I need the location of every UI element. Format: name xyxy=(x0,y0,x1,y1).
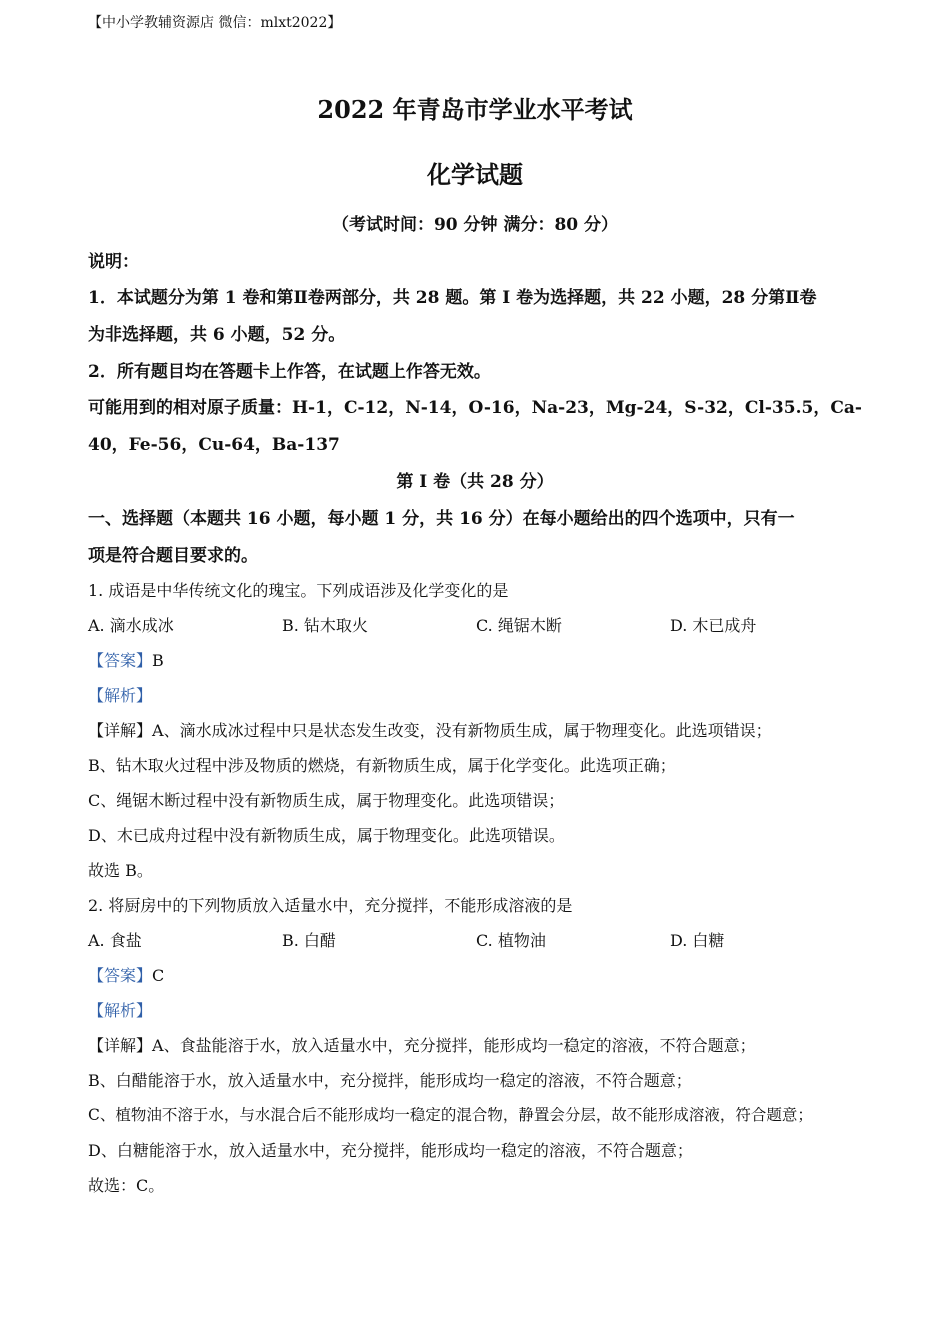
question-2-detail-line-3: C、植物油不溶于水，与水混合后不能形成均一稳定的混合物，静置会分层，故不能形成溶液，符合题意； xyxy=(88,1106,813,1124)
exam-subject: 化学试题 xyxy=(427,160,523,189)
detail-tag: 【详解】 xyxy=(88,1036,153,1055)
part-heading-line-2: 项是符合题目要求的。 xyxy=(88,546,258,566)
detail-text: A、滴水成冰过程中只是状态发生改变，没有新物质生成，属于物理变化。此选项错误； xyxy=(152,721,772,740)
volume-title: 第 I 卷（共 28 分） xyxy=(396,472,554,492)
question-1-detail-line-4: D、木已成舟过程中没有新物质生成，属于物理变化。此选项错误。 xyxy=(88,826,565,845)
question-2-option-d: D. 白糖 xyxy=(670,931,725,950)
question-2-detail-line-1 xyxy=(88,1033,756,1056)
question-1-option-c: C. 绳锯木断 xyxy=(476,616,562,635)
question-1-conclusion: 故选 B。 xyxy=(88,861,153,880)
question-2-stem: 2. 将厨房中的下列物质放入适量水中，充分搅拌，不能形成溶液的是 xyxy=(88,896,573,915)
question-2-option-b: B. 白醋 xyxy=(282,931,336,950)
exam-title: 2022 年青岛市学业水平考试 xyxy=(317,95,633,124)
question-2-detail-line-2: B、白醋能溶于水，放入适量水中，充分搅拌，能形成均一稳定的溶液，不符合题意； xyxy=(88,1071,692,1090)
question-1-option-b: B. 钻木取火 xyxy=(282,616,368,635)
question-1-stem: 1. 成语是中华传统文化的瑰宝。下列成语涉及化学变化的是 xyxy=(88,581,509,600)
question-2-answer xyxy=(88,963,164,986)
answer-tag: 【答案】 xyxy=(88,651,153,670)
instruction-2: 2．所有题目均在答题卡上作答，在试题上作答无效。 xyxy=(88,362,491,382)
instructions-heading: 说明： xyxy=(88,252,139,272)
part-heading-line-1: 一、选择题（本题共 16 小题，每小题 1 分，共 16 分）在每小题给出的四个选项中，只有一 xyxy=(88,509,795,529)
answer-value: C xyxy=(152,966,165,985)
question-2-conclusion: 故选：C。 xyxy=(88,1176,165,1195)
question-2-option-a: A. 食盐 xyxy=(88,931,142,950)
question-1-answer xyxy=(88,648,164,671)
header-note: 【中小学教辅资源店 微信：mlxt2022】 xyxy=(88,15,342,31)
question-1-option-a: A. 滴水成冰 xyxy=(88,616,174,635)
instruction-1-line-2: 为非选择题，共 6 小题，52 分。 xyxy=(88,325,346,345)
detail-tag: 【详解】 xyxy=(88,721,153,740)
question-1-analysis-tag: 【解析】 xyxy=(88,686,153,705)
atomic-masses-line-2: 40，Fe-56，Cu-64，Ba-137 xyxy=(88,435,340,455)
question-2-detail-line-4: D、白糖能溶于水，放入适量水中，充分搅拌，能形成均一稳定的溶液，不符合题意； xyxy=(88,1141,693,1160)
question-1-detail-line-2: B、钻木取火过程中涉及物质的燃烧，有新物质生成，属于化学变化。此选项正确； xyxy=(88,756,676,775)
question-2-option-c: C. 植物油 xyxy=(476,931,546,950)
exam-info: （考试时间：90 分钟 满分：80 分） xyxy=(331,215,619,235)
atomic-masses-line-1: 可能用到的相对原子质量：H-1，C-12，N-14，O-16，Na-23，Mg-24，S-32，Cl-35.5，Ca- xyxy=(88,398,862,418)
instruction-1-line-1: 1．本试题分为第 1 卷和第Ⅱ卷两部分，共 28 题。第 I 卷为选择题，共 22 小题，28 分第Ⅱ卷 xyxy=(88,288,817,308)
question-1-detail-line-3: C、绳锯木断过程中没有新物质生成，属于物理变化。此选项错误； xyxy=(88,791,565,810)
answer-tag: 【答案】 xyxy=(88,966,153,985)
question-1-detail-line-1 xyxy=(88,718,772,741)
detail-text: A、食盐能溶于水，放入适量水中，充分搅拌，能形成均一稳定的溶液，不符合题意； xyxy=(152,1036,756,1055)
question-2-analysis-tag: 【解析】 xyxy=(88,1001,153,1020)
question-1-option-d: D. 木已成舟 xyxy=(670,616,757,635)
answer-value: B xyxy=(152,651,164,670)
